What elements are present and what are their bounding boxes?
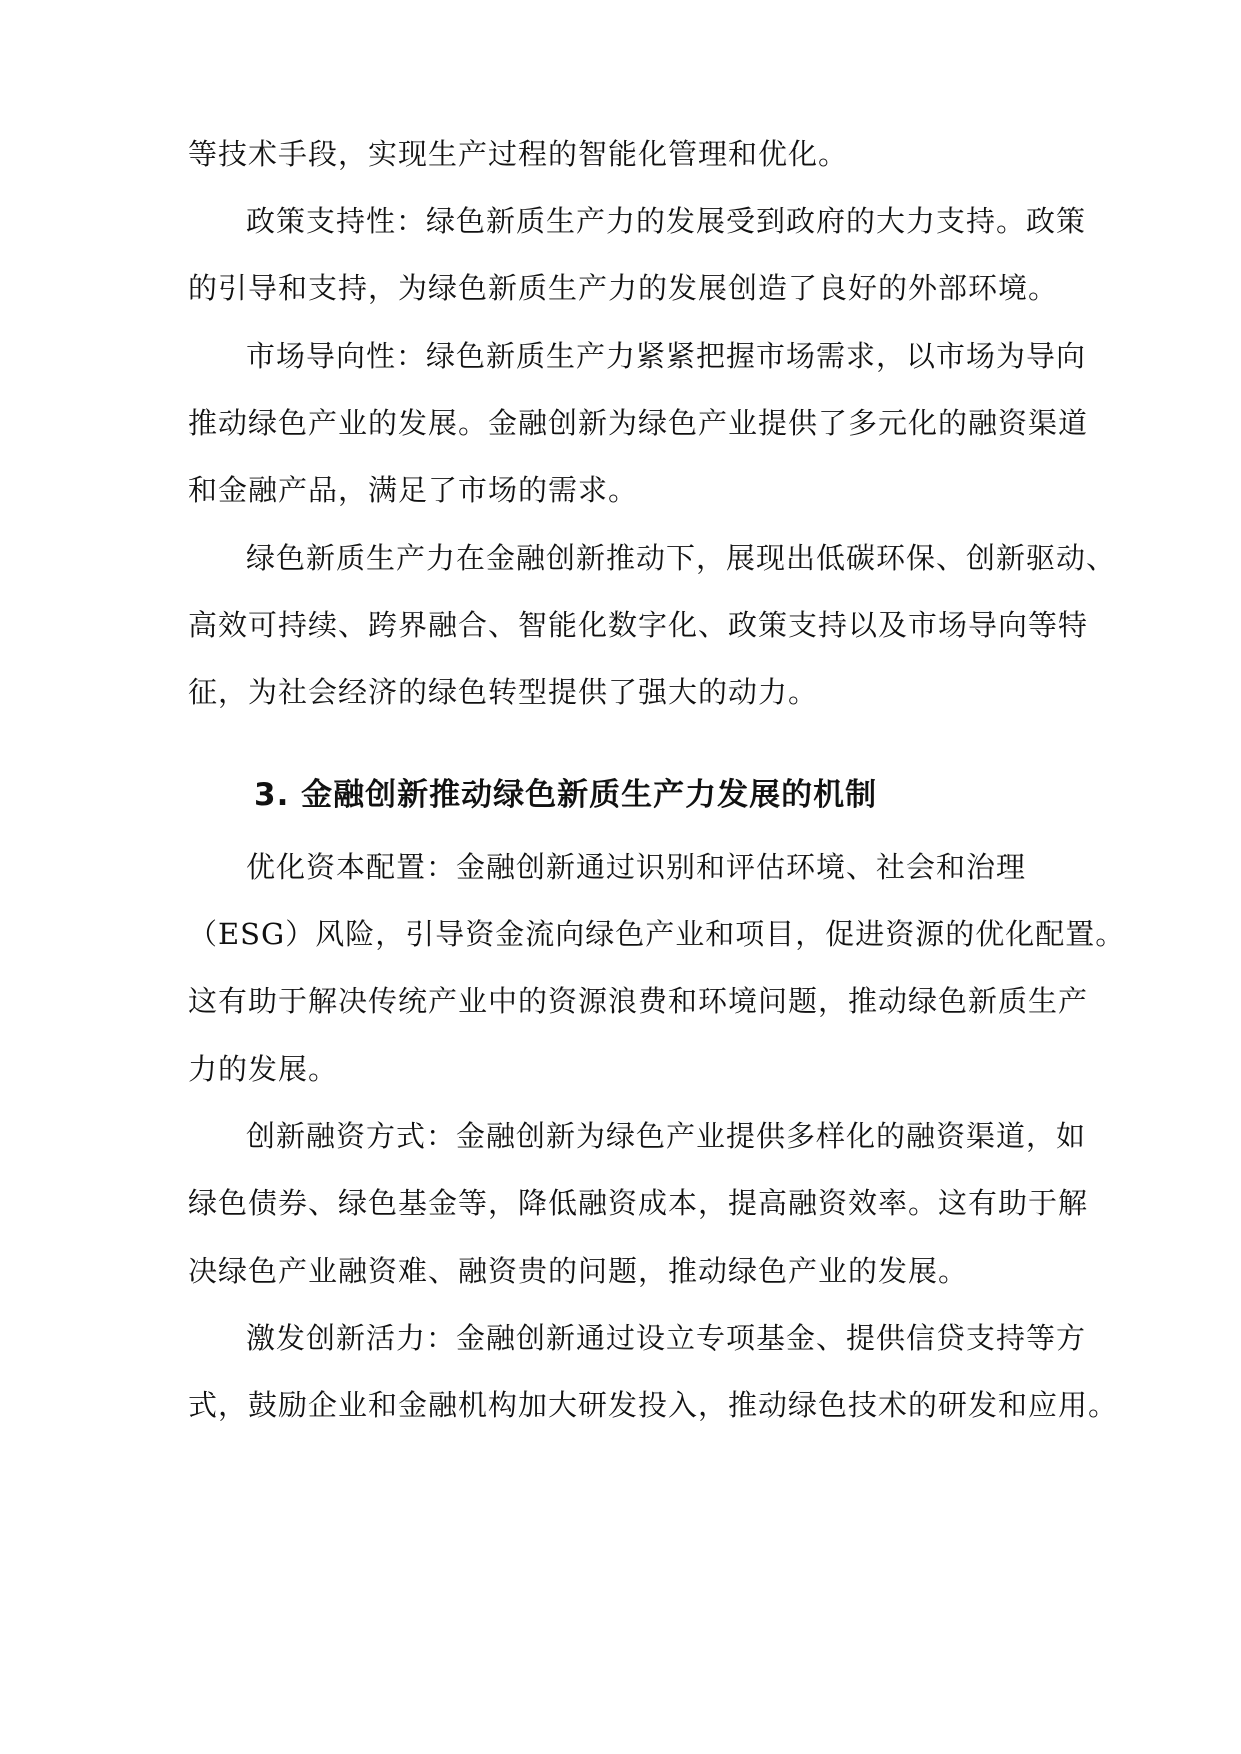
paragraph-2-line-2: 的引导和支持，为绿色新质生产力的发展创造了良好的外部环境。: [188, 271, 1059, 305]
paragraph-4-line-3: 征，为社会经济的绿色转型提供了强大的动力。: [188, 675, 819, 709]
paragraph-5-line-1: 优化资本配置：金融创新通过识别和评估环境、社会和治理: [246, 850, 1027, 884]
section-heading: 3. 金融创新推动绿色新质生产力发展的机制: [254, 777, 878, 813]
paragraph-4-line-2: 高效可持续、跨界融合、智能化数字化、政策支持以及市场导向等特: [188, 608, 1089, 642]
paragraph-6-line-2: 绿色债券、绿色基金等，降低融资成本，提高融资效率。这有助于解: [188, 1186, 1089, 1220]
paragraph-6-line-1: 创新融资方式：金融创新为绿色产业提供多样化的融资渠道，如: [246, 1119, 1087, 1153]
paragraph-3-line-2: 推动绿色产业的发展。金融创新为绿色产业提供了多元化的融资渠道: [188, 406, 1089, 440]
paragraph-7-line-1: 激发创新活力：金融创新通过设立专项基金、提供信贷支持等方: [246, 1321, 1087, 1355]
paragraph-3-line-1: 市场导向性：绿色新质生产力紧紧把握市场需求，以市场为导向: [246, 339, 1087, 373]
paragraph-2-line-1: 政策支持性：绿色新质生产力的发展受到政府的大力支持。政策: [246, 204, 1087, 238]
paragraph-7-line-2: 式，鼓励企业和金融机构加大研发投入，推动绿色技术的研发和应用。: [188, 1388, 1119, 1422]
paragraph-5-line-4: 力的发展。: [188, 1052, 339, 1086]
paragraph-1-line-1: 等技术手段，实现生产过程的智能化管理和优化。: [188, 137, 849, 171]
paragraph-3-line-3: 和金融产品，满足了市场的需求。: [188, 473, 639, 507]
paragraph-4-line-1: 绿色新质生产力在金融创新推动下，展现出低碳环保、创新驱动、: [246, 541, 1117, 575]
paragraph-5-line-2: （ESG）风险，引导资金流向绿色产业和项目，促进资源的优化配置。: [188, 917, 1126, 951]
paragraph-5-line-3: 这有助于解决传统产业中的资源浪费和环境问题，推动绿色新质生产: [188, 984, 1089, 1018]
paragraph-6-line-3: 决绿色产业融资难、融资贵的问题，推动绿色产业的发展。: [188, 1254, 969, 1288]
